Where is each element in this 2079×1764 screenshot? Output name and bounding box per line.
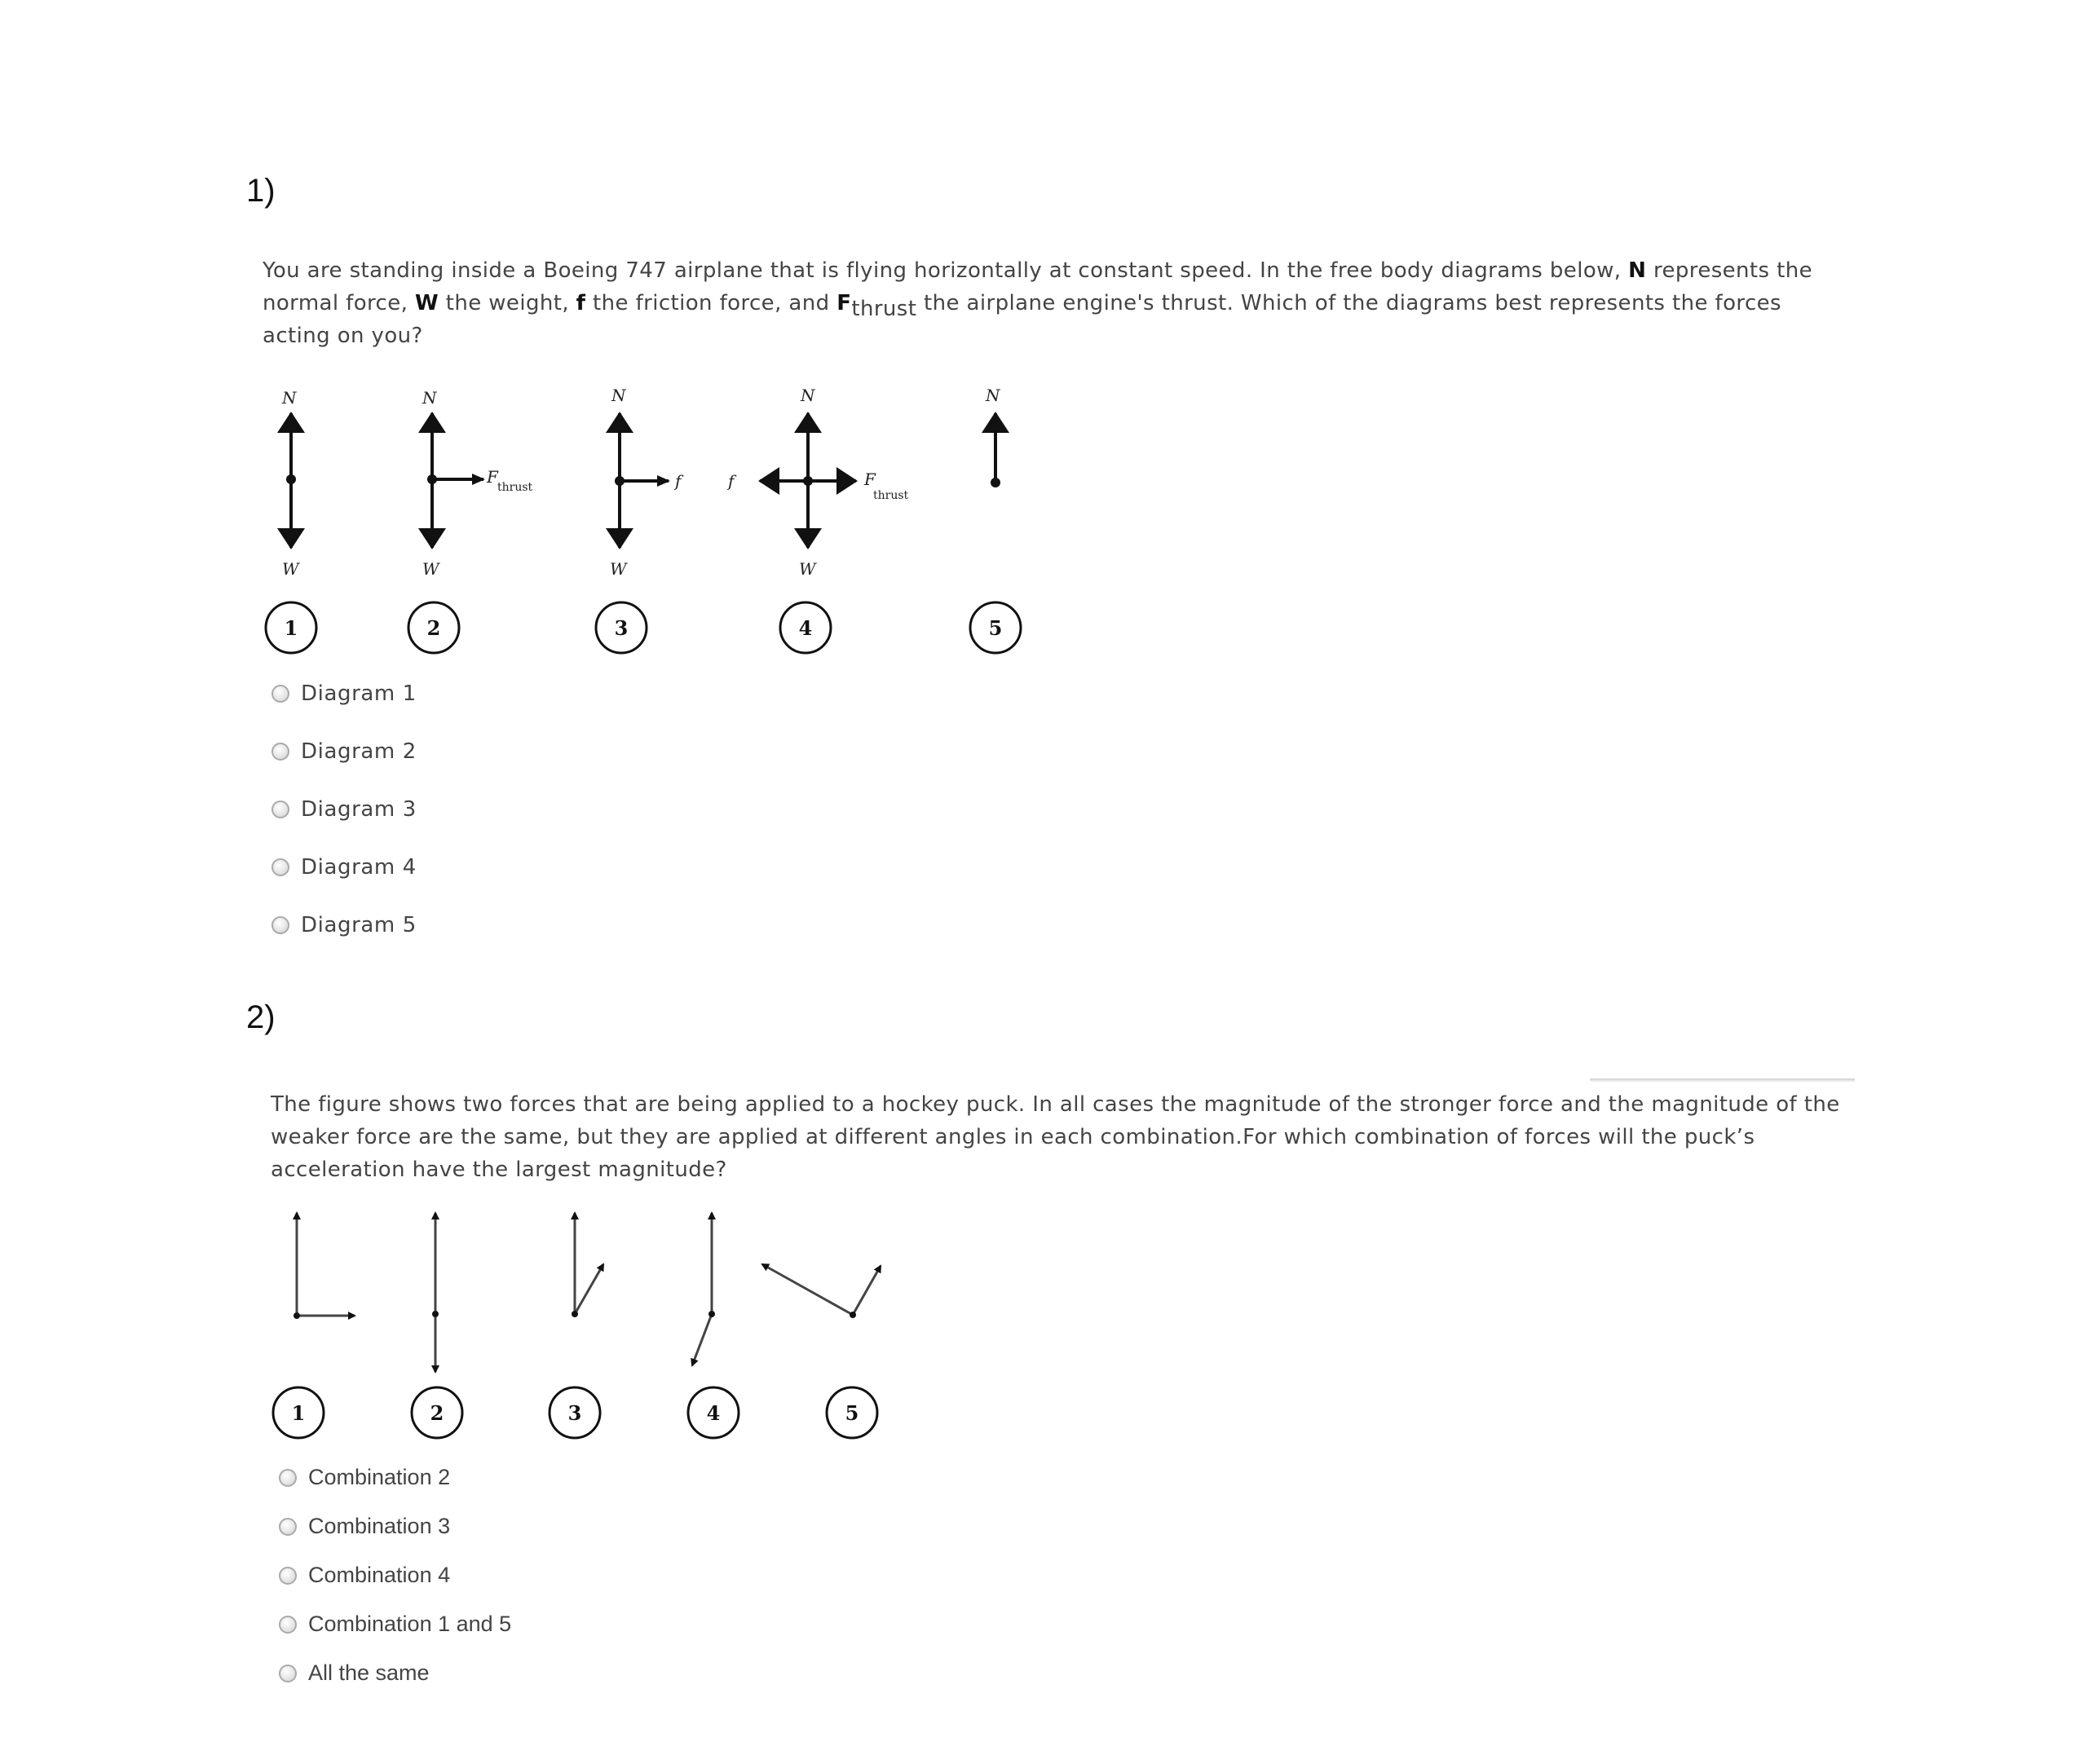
- radio-button[interactable]: [279, 1469, 297, 1487]
- label-W: W: [422, 559, 439, 579]
- label-N: N: [282, 388, 297, 408]
- combination-1: [273, 1213, 355, 1438]
- option-label: Combination 4: [308, 1563, 451, 1587]
- diagram-number: 2: [426, 616, 441, 640]
- diagram-number: 4: [798, 616, 813, 640]
- q1-text-part: the friction force, and: [585, 291, 837, 315]
- q1-text-part: You are standing inside a Boeing 747 airplane that is flying horizontally at constant speed. In the free body diagrams below,: [263, 258, 1629, 283]
- diagram-number: 3: [614, 616, 629, 640]
- q1-text-part: the weight,: [439, 291, 576, 315]
- q1-option-diagram-2[interactable]: [271, 739, 417, 764]
- option-label: Diagram 2: [301, 739, 417, 764]
- force-weak: [692, 1314, 712, 1365]
- radio-button[interactable]: [271, 743, 289, 761]
- radio-button[interactable]: [271, 858, 289, 876]
- puck-point: [572, 1311, 578, 1317]
- puck-point: [294, 1312, 300, 1319]
- q1-symbol-W: W: [414, 291, 439, 315]
- diagram-number: 1: [284, 616, 298, 640]
- q2-option-combination-2[interactable]: [279, 1465, 450, 1490]
- option-label: All the same: [308, 1660, 430, 1685]
- option-label: Combination 1 and 5: [308, 1612, 512, 1636]
- q1-symbol-N: N: [1628, 258, 1647, 283]
- q1-text-part: represents the normal force,: [263, 258, 1813, 315]
- label-F: F: [864, 470, 876, 489]
- option-label: Diagram 1: [301, 681, 417, 706]
- q2-option-combination-1-and-5[interactable]: [279, 1612, 511, 1637]
- point: [803, 476, 813, 486]
- point: [427, 474, 437, 484]
- combination-4: [688, 1213, 739, 1438]
- force-weak: [575, 1264, 603, 1314]
- q1-option-diagram-3[interactable]: [271, 797, 417, 822]
- diagram-number: 5: [988, 616, 1003, 640]
- label-F: F: [487, 467, 498, 487]
- radio-button[interactable]: [271, 685, 289, 703]
- label-W: W: [282, 559, 299, 579]
- question-1-number: 1): [246, 173, 276, 209]
- divider: [1590, 1078, 1855, 1082]
- point: [991, 478, 1000, 487]
- radio-button[interactable]: [279, 1616, 297, 1634]
- radio-button[interactable]: [271, 800, 289, 818]
- label-thrust: thrust: [497, 481, 533, 494]
- combination-number: 2: [430, 1401, 444, 1425]
- q1-symbol-f: f: [576, 291, 586, 315]
- option-label: Diagram 5: [301, 913, 417, 937]
- combination-5: [762, 1264, 881, 1438]
- label-N: N: [801, 386, 815, 405]
- combination-2: [412, 1213, 462, 1438]
- option-label: Diagram 4: [301, 855, 417, 880]
- radio-button[interactable]: [279, 1665, 297, 1682]
- puck-point: [850, 1312, 856, 1318]
- option-label: Combination 2: [308, 1465, 451, 1489]
- label-W: W: [610, 559, 627, 579]
- q1-symbol-thrust-sub: thrust: [851, 297, 917, 321]
- fbd-1: [266, 388, 316, 653]
- force-strong: [762, 1264, 853, 1315]
- q2-option-combination-3[interactable]: [279, 1514, 450, 1539]
- q1-text-part: the airplane engine's thrust. Which of the diagrams best represents the forces acting on you?: [263, 291, 1781, 348]
- option-label: Combination 3: [308, 1514, 451, 1538]
- label-N: N: [422, 388, 437, 408]
- combination-number: 1: [291, 1401, 306, 1425]
- q2-option-all-the-same[interactable]: [279, 1660, 430, 1686]
- question-2-number: 2): [246, 999, 276, 1035]
- combination-3: [550, 1213, 603, 1438]
- puck-point: [708, 1311, 715, 1317]
- label-N: N: [986, 386, 1000, 405]
- combination-number: 3: [567, 1401, 582, 1425]
- q1-option-diagram-4[interactable]: [271, 855, 417, 880]
- combination-number: 5: [845, 1401, 859, 1425]
- q1-symbol-F: F: [836, 291, 852, 315]
- label-f: f: [675, 471, 682, 491]
- radio-button[interactable]: [271, 916, 289, 934]
- puck-point: [432, 1311, 439, 1317]
- fbd-2: [408, 388, 533, 653]
- label-thrust: thrust: [873, 489, 909, 502]
- q2-option-combination-4[interactable]: [279, 1563, 450, 1588]
- fbd-5: [970, 386, 1021, 653]
- force-weak: [853, 1266, 881, 1315]
- point: [615, 476, 625, 486]
- point: [286, 474, 296, 484]
- question-2-text: The figure shows two forces that are being applied to a hockey puck. In all cases the magnitude of the stronger force and the magnitude of the weaker force are the same, but they are applied at different angles in each combination.For which combination of forces will the puck’s acceleration have the largest magnitude?: [271, 1092, 1840, 1182]
- label-N: N: [611, 386, 626, 405]
- fbd-3: [596, 386, 684, 653]
- combination-number: 4: [706, 1401, 721, 1425]
- label-W: W: [799, 559, 816, 579]
- option-label: Diagram 3: [301, 797, 417, 822]
- fbd-4: [726, 386, 909, 653]
- radio-button[interactable]: [279, 1518, 297, 1536]
- q1-option-diagram-1[interactable]: [271, 681, 417, 706]
- label-f: f: [728, 471, 735, 491]
- radio-button[interactable]: [279, 1567, 297, 1585]
- q1-option-diagram-5[interactable]: [271, 913, 417, 937]
